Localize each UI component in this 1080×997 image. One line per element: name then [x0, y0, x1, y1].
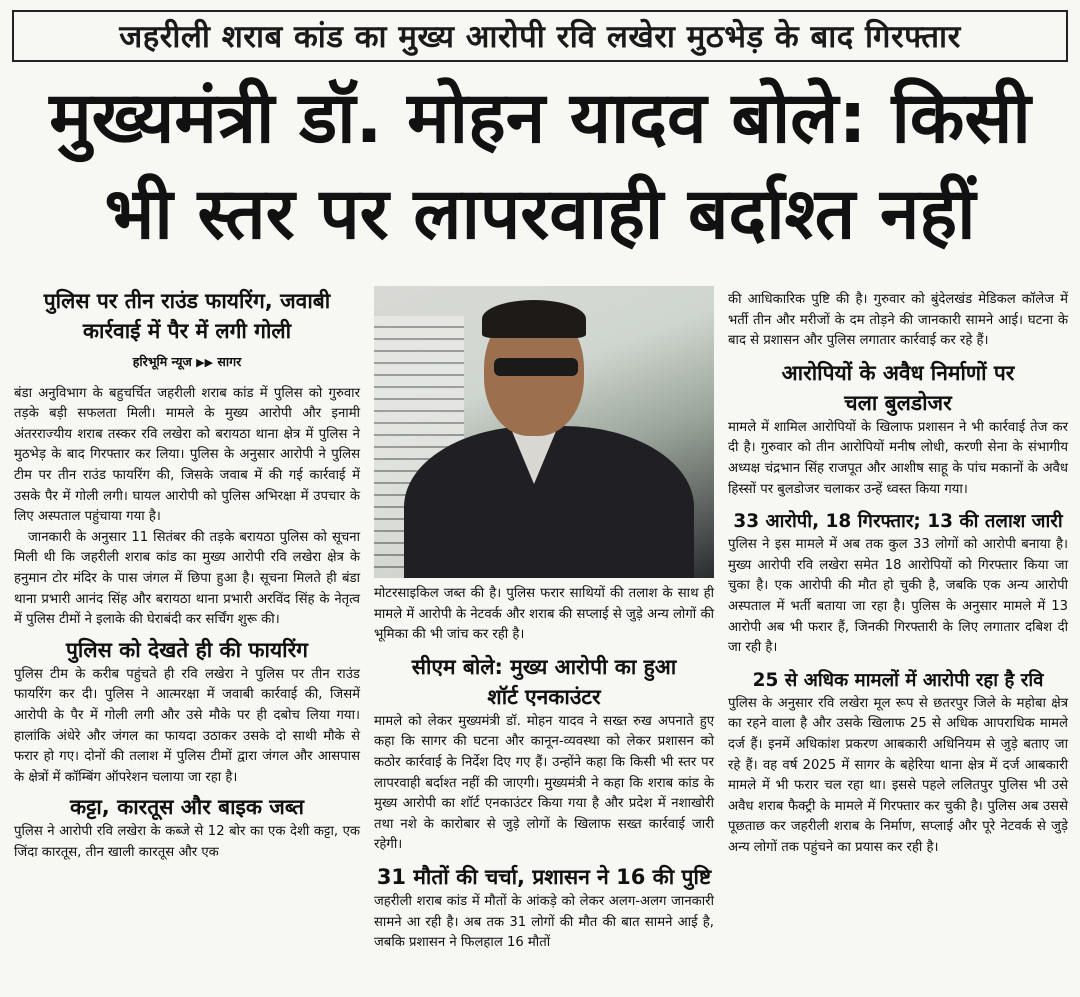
paragraph: बंडा अनुविभाग के बहुचर्चित जहरीली शराब कांड में पुलिस को गुरुवार तड़के बड़ी सफलता मिली। मामले के मुख्य आरोपी और इनामी अंतरराज्यीय शराब तस्कर रवि लखेरा को बरायठा थाना क्षेत्र में पुलिस ने मुठभेड़ के बाद गिरफ्तार कर लिया। पुलिस के अनुसार आरोपी ने पुलिस टीम पर तीन राउंड फायरिंग की, जिसके जवाब में की गई कार्रवाई में उसके पैर में गोली लगी। घायल आरोपी को पुलिस अभिरक्षा में उपचार के लिए अस्पताल पहुंचाया गया है। [14, 385, 360, 525]
paragraph: जानकारी के अनुसार 11 सितंबर की तड़के बरायठा पुलिस को सूचना मिली थी कि जहरीली शराब कांड का मुख्य आरोपी रवि लखेरा क्षेत्र के हनुमान टोर मंदिर के पास जंगल में छिपा हुआ है। सूचना मिलते ही बंडा थाना प्रभारी आनंद सिंह और बरायठा थाना प्रभारी अरविंद सिंह के नेतृत्व में पुलिस टीमों ने इलाके की घेराबंदी कर सर्चिंग शुरू की। [14, 529, 360, 628]
paragraph: मामले में शामिल आरोपियों के खिलाफ प्रशासन ने भी कार्रवाई तेज कर दी है। गुरुवार को तीन आरोपियों मनीष लोधी, करणी सेना के संभागीय अध्यक्ष चंद्रभान सिंह राजपूत और आशीष साहू के पांच मकानों के अवैध हिस्सों पर बुलडोजर चलाकर उन्हें ध्वस्त किया गया। [728, 419, 1068, 497]
paragraph: मामले को लेकर मुख्यमंत्री डॉ. मोहन यादव ने सख्त रुख अपनाते हुए कहा कि सागर की घटना और कानून-व्यवस्था को लेकर प्रशासन को कठोर कार्रवाई के निर्देश दिए गए हैं। उन्होंने कहा कि किसी भी स्तर पर लापरवाही बर्दाश्त नहीं की जाएगी। मुख्यमंत्री ने कहा कि शराब कांड के मुख्य आरोपी का शॉर्ट एनकाउंटर किया गया है और प्रदेश में नशाखोरी तथा नशे के कारोबार से जुड़े लोगों के खिलाफ सख्त कार्रवाई जारी रहेगी। [374, 713, 714, 853]
subhead-accused-count: 33 आरोपी, 18 गिरफ्तार; 13 की तलाश जारी [733, 511, 1063, 533]
article-column-3 [728, 290, 1068, 858]
kicker-headline: जहरीली शराब कांड का मुख्य आरोपी रवि लखेरा मुठभेड़ के बाद गिरफ्तार [12, 10, 1068, 62]
subhead-line: कार्रवाई में पैर में लगी गोली [82, 319, 292, 343]
article-column-1 [14, 286, 360, 863]
paragraph: मोटरसाइकिल जब्त की है। पुलिस फरार साथियों की तलाश के साथ ही मामले में आरोपी के नेटवर्क और शराब की सप्लाई से जुड़े अन्य लोगों की भूमिका की भी जांच कर रही है। [374, 586, 714, 643]
subhead-line: शॉर्ट एनकाउंटर [487, 684, 601, 709]
subhead-deaths: 31 मौतों की चर्चा, प्रशासन ने 16 की पुष्टि [376, 864, 712, 889]
subhead-cm [374, 652, 714, 712]
headline-line-1: मुख्यमंत्री डॉ. मोहन यादव बोले: किसी [49, 76, 1031, 159]
paragraph: पुलिस ने इस मामले में अब तक कुल 33 लोगों को आरोपी बनाया है। मुख्य आरोपी रवि लखेरा समेत 18 आरोपियों को गिरफ्तार किया जा चुका है। एक आरोपी की मौत हो चुकी है, जबकि एक अन्य आरोपी अस्पताल में भर्ती बताया जा रहा है। पुलिस के अनुसार मामले में 13 आरोपी अब भी फरार हैं, जिनकी गिरफ्तारी के लिए लगातार दबिश दी जा रही है। [728, 537, 1068, 656]
byline [14, 352, 360, 374]
subhead-cases: 25 से अधिक मामलों में आरोपी रहा है रवि [752, 669, 1044, 691]
subhead-line: सीएम बोले: मुख्य आरोपी का हुआ [411, 654, 677, 679]
arrow-icon: ▶▶ [196, 356, 214, 369]
photo-figure-sunglasses [494, 358, 578, 376]
main-headline [0, 70, 1080, 262]
paragraph: की आधिकारिक पुष्टि की है। गुरुवार को बुंदेलखंड मेडिकल कॉलेज में भर्ती तीन और मरीजों के दम तोड़ने की जानकारी सामने आई। घटना के बाद से प्रशासन और पुलिस लगातार कार्रवाई कर रहे हैं। [728, 292, 1068, 349]
subhead-line: आरोपियों के अवैध निर्माणों पर [781, 360, 1015, 385]
subhead-seizure: कट्टा, कारतूस और बाइक जब्त [69, 795, 305, 820]
paragraph: पुलिस ने आरोपी रवि लखेरा के कब्जे से 12 बोर का एक देशी कट्टा, एक जिंदा कारतूस, तीन खाली कारतूस और एक [14, 824, 360, 860]
paragraph: जहरीली शराब कांड में मौतों के आंकड़े को लेकर अलग-अलग जानकारी सामने आ रही है। अब तक 31 लोगों की मौत की बात सामने आई है, जबकि प्रशासन ने फिलहाल 16 मौतों [374, 893, 714, 951]
subhead-line: पुलिस पर तीन राउंड फायरिंग, जवाबी [43, 289, 331, 313]
byline-place: सागर [217, 354, 242, 369]
byline-source: हरिभूमि न्यूज [132, 354, 192, 369]
column1-subhead [14, 286, 360, 346]
headline-line-2: भी स्तर पर लापरवाही बर्दाश्त नहीं [104, 172, 976, 255]
paragraph: पुलिस के अनुसार रवि लखेरा मूल रूप से छतरपुर जिले के महोबा क्षेत्र का रहने वाला है और उसके खिलाफ 25 से अधिक आपराधिक मामले दर्ज हैं। इनमें अधिकांश प्रकरण आबकारी अधिनियम से जुड़े बताए जा रहे हैं। वह वर्ष 2025 में सागर के बहेरिया थाना क्षेत्र में दर्ज आबकारी मामले में भी फरार चल रहा था। इससे पहले ललितपुर पुलिस भी उसे अवैध शराब फैक्ट्री के मामले में गिरफ्तार कर चुकी है। पुलिस अब उससे पूछताछ कर जहरीली शराब के निर्माण, सप्लाई और पूरे नेटवर्क से जुड़े अन्य लोगों तक पहुंचने का प्रयास कर रही है। [728, 695, 1068, 855]
paragraph: पुलिस टीम के करीब पहुंचते ही रवि लखेरा ने पुलिस पर तीन राउंड फायरिंग कर दी। पुलिस ने आत्मरक्षा में जवाबी कार्रवाई की, जिसमें आरोपी के पैर में गोली लगी और उसे मौके पर ही दबोच लिया गया। हालांकि अंधेरे और जंगल का फायदा उठाकर उसके दो साथी मौके से फरार हो गए। दोनों की तलाश में पुलिस टीमों द्वारा जंगल और आसपास के क्षेत्रों में कॉम्बिंग ऑपरेशन चलाया जा रहा है। [14, 666, 360, 785]
photo-figure-body [404, 426, 694, 578]
subhead-line: चला बुलडोजर [844, 390, 952, 415]
photo-figure-hair [482, 300, 586, 338]
subhead-bulldozer [728, 358, 1068, 418]
article-column-2 [374, 286, 714, 954]
subhead-firing: पुलिस को देखते ही की फायरिंग [65, 637, 309, 662]
accused-photo [374, 286, 714, 578]
